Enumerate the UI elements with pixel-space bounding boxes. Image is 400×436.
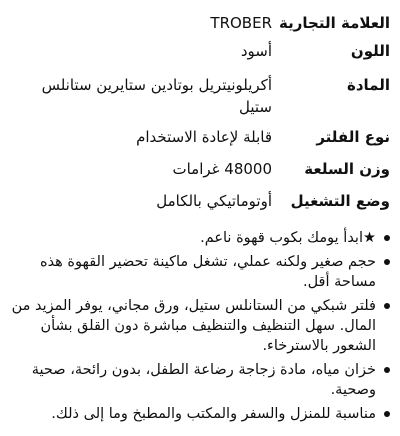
feature-bullet-text: خزان مياه، مادة زجاجة رضاعة الطفل، بدون رائحة، صحية وصحية. (31, 362, 376, 398)
spec-value-filter-type: قابلة لإعادة الاستخدام (136, 128, 272, 146)
spec-value-color: أسود (240, 42, 272, 60)
bullet-dot-icon (384, 259, 390, 265)
feature-bullet-text: فلتر شبكي من الستانلس ستيل، ورق مجاني، يوفر المزيد من المال. سهل التنظيف والتنظيف مباشرة دون القلق بشأن الشعور بالاسترخاء. (11, 298, 376, 354)
spec-value-item-weight: 48000 غرامات (172, 160, 272, 178)
spec-row-material (10, 70, 390, 122)
feature-bullet (6, 252, 390, 292)
bullet-dot-icon (384, 411, 390, 417)
feature-bullet-list (6, 228, 390, 428)
feature-bullet-text: حجم صغير ولكنه عملي، تشغل ماكينة تحضير القهوة هذه مساحة أقل. (39, 254, 376, 290)
spec-key-brand: العلامة التجارية (279, 14, 390, 32)
feature-bullet (6, 228, 390, 248)
feature-bullet-text: ★ابدأ يومك بكوب قهوة ناعم. (200, 230, 376, 246)
feature-bullet (6, 360, 390, 400)
spec-key-color: اللون (350, 42, 390, 60)
feature-bullet (6, 404, 390, 424)
product-specs-table (10, 8, 390, 222)
bullet-dot-icon (384, 303, 390, 309)
spec-value-material: أكريلونيتريل بوتادين ستايرين ستانلس ستيل (41, 76, 272, 116)
spec-value-brand: TROBER (210, 14, 272, 32)
spec-key-filter-type: نوع الفلتر (316, 128, 390, 146)
spec-key-material: المادة (346, 76, 390, 94)
spec-value-operation-mode: أوتوماتيكي بالكامل (156, 192, 272, 210)
spec-row-operation-mode (10, 186, 390, 222)
spec-key-operation-mode: وضع التشغيل (290, 192, 390, 210)
spec-key-item-weight: وزن السلعة (304, 160, 390, 178)
bullet-dot-icon (384, 367, 390, 373)
bullet-dot-icon (384, 235, 390, 241)
spec-row-filter-type (10, 122, 390, 154)
spec-row-item-weight (10, 154, 390, 186)
spec-row-color (10, 36, 390, 70)
feature-bullet (6, 296, 390, 356)
spec-row-brand (10, 8, 390, 36)
feature-bullet-text: مناسبة للمنزل والسفر والمكتب والمطبخ وما إلى ذلك. (51, 406, 376, 422)
